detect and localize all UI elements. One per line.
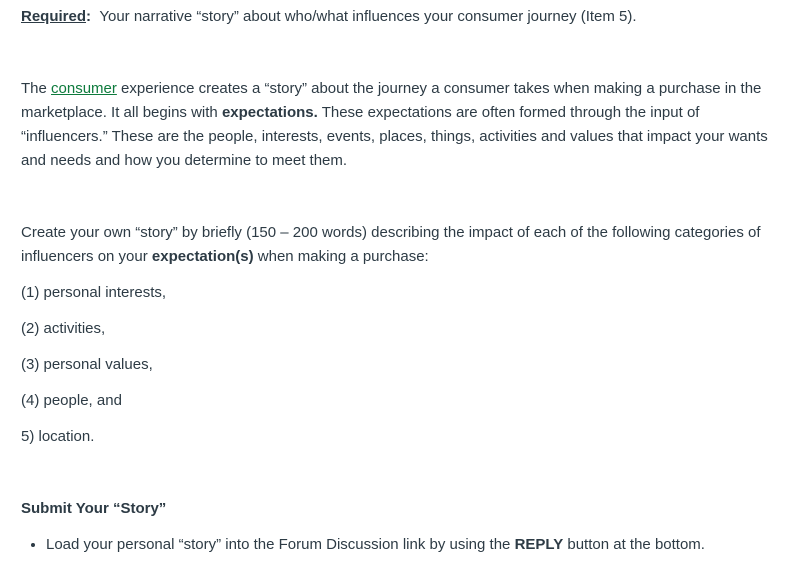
category-item: (3) personal values, [21,356,153,373]
instructions-before-bold: Create your own “story” by briefly (150 – 200 words) describing the impact of each of the following categories of influencers on your [21,224,761,265]
submit-list [21,533,786,557]
bullet-after-bold: button at the bottom. [563,536,705,553]
category-item: (1) personal interests, [21,284,167,301]
list-item [46,533,786,557]
consumer-link[interactable]: consumer [51,80,117,97]
instructions-paragraph [21,221,786,269]
submit-heading: Submit Your “Story” [21,500,167,517]
category-item: 5) location. [21,428,95,445]
reply-bold: REPLY [514,536,564,553]
intro-after-link: experience creates a “story” about the journey a consumer takes when making a purchase in the marketplace. It all begins with [21,80,762,121]
assignment-content [21,0,786,557]
intro-paragraph [21,77,786,173]
required-line [21,5,786,29]
required-label: Required [21,8,87,25]
category-item: (4) people, and [21,392,122,409]
bullet-before-bold: Load your personal “story” into the Forum Discussion link by using the [46,536,515,553]
category-item: (2) activities, [21,320,106,337]
required-text: Your narrative “story” about who/what influences your consumer journey (Item 5). [99,8,637,25]
required-colon: : [86,8,92,25]
instructions-after-bold: when making a purchase: [253,248,429,265]
intro-after-bold: These expectations are often formed through the input of “influencers.” These are the people, interests, events, places, things, activities and values that impact your wants and needs and how you determine to meet them. [21,104,768,169]
expectations-bold: expectations. [221,104,318,121]
intro-before-link: The [21,80,52,97]
expectation-bold: expectation(s) [151,248,254,265]
